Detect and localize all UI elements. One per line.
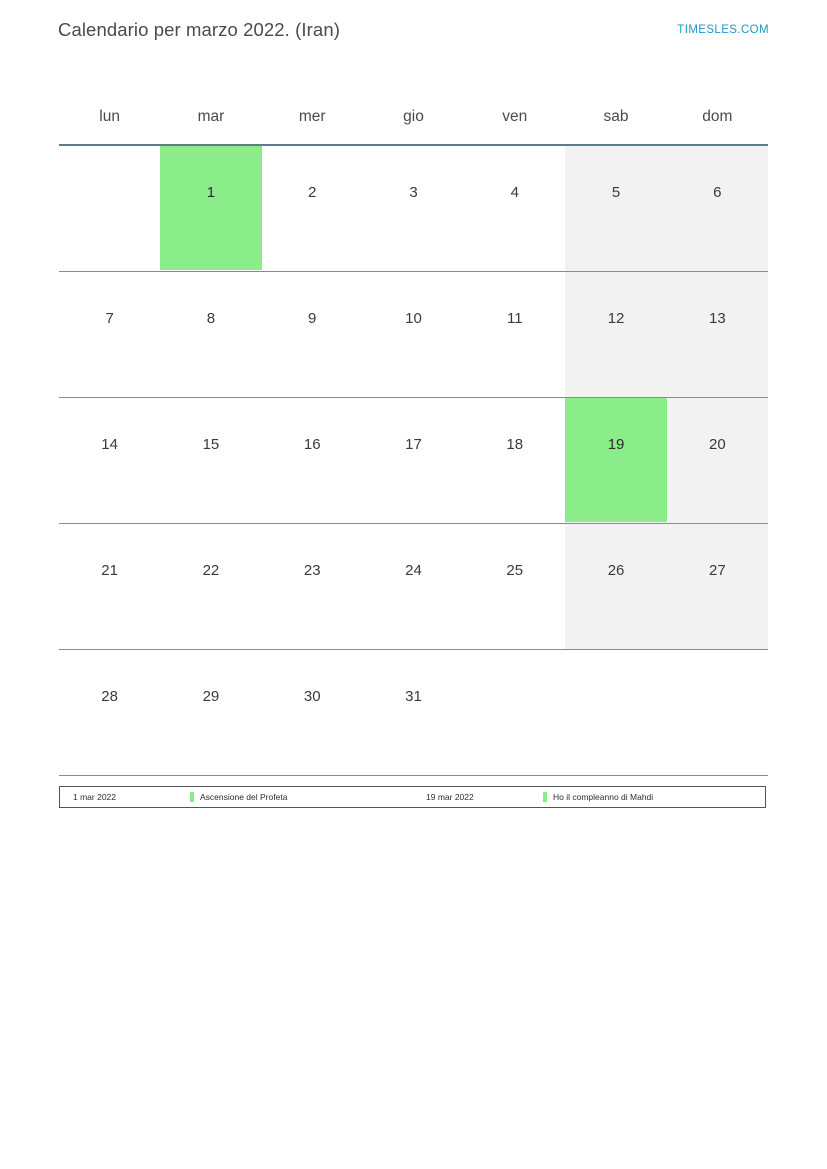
day-number: 5 xyxy=(611,184,621,201)
day-number: 29 xyxy=(202,688,220,705)
day-cell[interactable] xyxy=(160,650,261,776)
day-cell[interactable] xyxy=(565,524,666,650)
day-cell[interactable] xyxy=(667,524,768,650)
legend-color-swatch xyxy=(543,792,547,802)
day-cell[interactable] xyxy=(464,398,565,524)
day-cell-empty xyxy=(464,650,565,776)
weekday-sab: sab xyxy=(603,108,629,125)
day-cell[interactable] xyxy=(59,272,160,398)
week-row xyxy=(59,145,768,272)
day-cell-empty xyxy=(565,650,666,776)
day-cell[interactable] xyxy=(565,272,666,398)
calendar-header xyxy=(59,84,768,145)
day-cell-empty xyxy=(667,650,768,776)
legend-date: 1 mar 2022 xyxy=(73,792,116,802)
day-number: 25 xyxy=(506,562,524,579)
legend-entry xyxy=(413,787,653,807)
weekday-ven: ven xyxy=(502,108,528,125)
weekday-mar: mar xyxy=(197,108,225,125)
day-cell[interactable] xyxy=(160,145,261,272)
day-cell[interactable] xyxy=(464,145,565,272)
day-cell[interactable] xyxy=(667,398,768,524)
weekday-dom: dom xyxy=(702,108,733,125)
day-cell[interactable] xyxy=(565,145,666,272)
legend-label: Ho il compleanno di Mahdi xyxy=(553,792,654,802)
day-number: 3 xyxy=(409,184,418,201)
weekday-mer: mer xyxy=(298,108,326,125)
day-number: 30 xyxy=(303,688,321,705)
day-cell[interactable] xyxy=(667,145,768,272)
day-number: 8 xyxy=(206,310,216,327)
day-cell[interactable] xyxy=(262,524,363,650)
day-number: 26 xyxy=(607,562,625,579)
day-number: 27 xyxy=(709,562,726,579)
day-cell[interactable] xyxy=(262,272,363,398)
day-cell[interactable] xyxy=(667,272,768,398)
site-brand-link[interactable]: TIMESLES.COM xyxy=(677,24,769,36)
day-number: 23 xyxy=(303,562,321,579)
day-cell[interactable] xyxy=(160,524,261,650)
week-row xyxy=(59,398,768,524)
day-number: 16 xyxy=(303,436,321,453)
day-number: 13 xyxy=(709,310,726,327)
day-highlight xyxy=(160,146,261,270)
day-cell[interactable] xyxy=(262,145,363,272)
day-number: 1 xyxy=(206,184,216,201)
day-number: 28 xyxy=(101,688,118,705)
day-cell[interactable] xyxy=(363,272,464,398)
day-cell[interactable] xyxy=(59,398,160,524)
day-number: 18 xyxy=(506,436,524,453)
day-cell-empty xyxy=(59,145,160,272)
calendar-body xyxy=(59,145,768,776)
day-number: 19 xyxy=(607,436,625,453)
day-number: 31 xyxy=(405,688,422,705)
day-number: 12 xyxy=(607,310,625,327)
week-row xyxy=(59,524,768,650)
day-number: 7 xyxy=(105,310,114,327)
day-cell[interactable] xyxy=(363,398,464,524)
day-number: 24 xyxy=(405,562,422,579)
day-number: 6 xyxy=(713,184,722,201)
day-cell[interactable] xyxy=(464,524,565,650)
week-row xyxy=(59,272,768,398)
page-title: Calendario per marzo 2022. (Iran) xyxy=(58,19,340,40)
day-cell[interactable] xyxy=(363,524,464,650)
day-number: 20 xyxy=(709,436,726,453)
legend-bar xyxy=(59,786,766,808)
day-number: 21 xyxy=(101,562,118,579)
legend-label: Ascensione del Profeta xyxy=(200,792,288,802)
page-header xyxy=(0,0,827,62)
day-number: 17 xyxy=(405,436,422,453)
day-number: 15 xyxy=(202,436,220,453)
day-cell[interactable] xyxy=(565,398,666,524)
weekday-lun: lun xyxy=(99,108,120,125)
day-number: 2 xyxy=(308,184,317,201)
day-number: 14 xyxy=(101,436,118,453)
calendar-table xyxy=(59,84,768,776)
day-cell[interactable] xyxy=(262,650,363,776)
legend-color-swatch xyxy=(190,792,194,802)
day-cell[interactable] xyxy=(363,650,464,776)
weekday-row xyxy=(59,84,768,144)
day-number: 10 xyxy=(405,310,422,327)
day-cell[interactable] xyxy=(160,272,261,398)
day-highlight xyxy=(565,398,666,522)
month-calendar xyxy=(59,84,768,776)
day-number: 22 xyxy=(202,562,220,579)
day-cell[interactable] xyxy=(363,145,464,272)
day-cell[interactable] xyxy=(464,272,565,398)
legend-date: 19 mar 2022 xyxy=(426,792,474,802)
day-cell[interactable] xyxy=(59,524,160,650)
day-number: 4 xyxy=(510,184,519,201)
day-number: 9 xyxy=(308,310,317,327)
weekday-gio: gio xyxy=(403,108,424,125)
day-cell[interactable] xyxy=(160,398,261,524)
day-number: 11 xyxy=(506,310,523,327)
week-row xyxy=(59,650,768,776)
day-cell[interactable] xyxy=(59,650,160,776)
day-cell[interactable] xyxy=(262,398,363,524)
legend-entry xyxy=(60,787,413,807)
